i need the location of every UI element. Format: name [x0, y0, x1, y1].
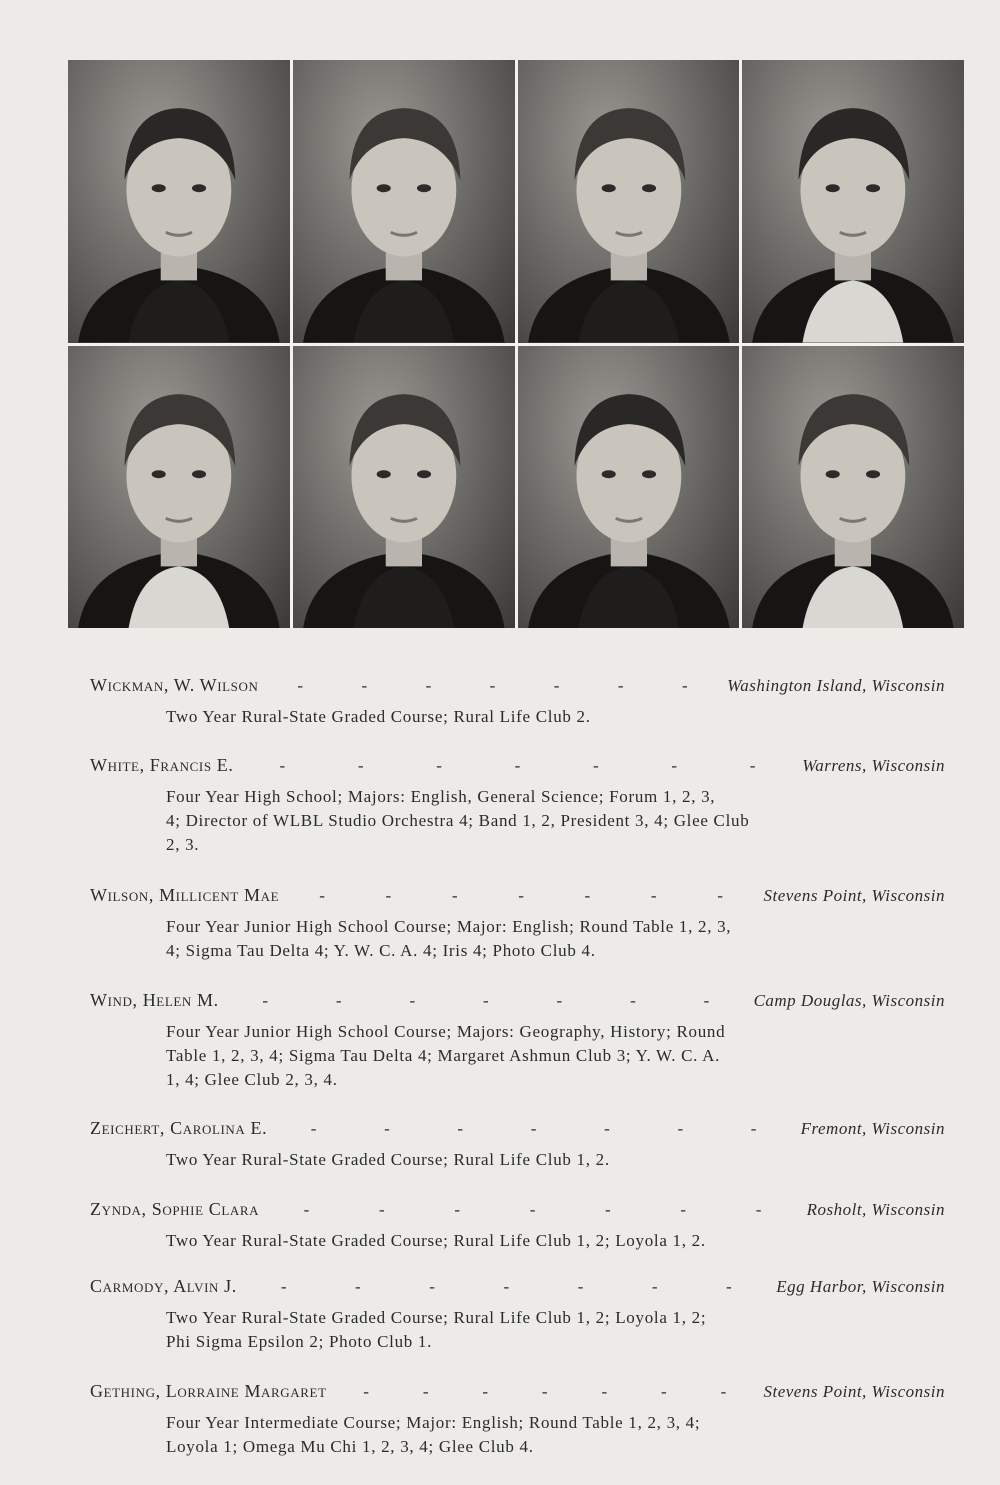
description-line: Two Year Rural-State Graded Course; Rural Life Club 1, 2; Loyola 1, 2. — [166, 1231, 706, 1250]
activities-description — [166, 915, 881, 963]
activities-description — [166, 1229, 881, 1253]
entry-heading — [90, 1276, 945, 1298]
portrait-figure — [518, 60, 740, 343]
student-name: Zeichert, Carolina E. — [90, 1118, 268, 1138]
student-name: Carmody, Alvin J. — [90, 1276, 237, 1296]
student-entry — [90, 1118, 945, 1172]
activities-description — [166, 705, 881, 729]
portrait-photo — [293, 60, 515, 343]
leader-dashes: - - - - - - - — [310, 1119, 758, 1138]
activities-description — [166, 785, 881, 857]
hometown: Rosholt, Wisconsin — [806, 1200, 945, 1219]
student-name: Wilson, Millicent Mae — [90, 885, 280, 905]
leader-dashes: - - - - - - - — [262, 991, 710, 1010]
student-name: Wickman, W. Wilson — [90, 675, 259, 695]
leader-dashes: - - - - - - - — [297, 676, 689, 695]
student-entry — [90, 1276, 945, 1354]
student-name: White, Francis E. — [90, 755, 234, 775]
description-line: Two Year Rural-State Graded Course; Rural Life Club 2. — [166, 707, 591, 726]
portrait-photo — [518, 60, 740, 343]
hometown: Egg Harbor, Wisconsin — [776, 1277, 945, 1296]
portrait-photo — [293, 346, 515, 629]
student-entry — [90, 755, 945, 857]
student-entry — [90, 990, 945, 1092]
leader-dashes: - - - - - - - — [319, 886, 724, 905]
portrait-figure — [68, 346, 290, 629]
hometown: Camp Douglas, Wisconsin — [753, 991, 945, 1010]
leader-dashes: - - - - - - - — [280, 1277, 733, 1296]
portrait-figure — [742, 60, 964, 343]
activities-description — [166, 1411, 881, 1459]
description-line: 4; Sigma Tau Delta 4; Y. W. C. A. 4; Iris 4; Photo Club 4. — [166, 941, 596, 960]
entry-heading — [90, 1381, 945, 1403]
student-name: Wind, Helen M. — [90, 990, 219, 1010]
description-line: Four Year High School; Majors: English, General Science; Forum 1, 2, 3, — [166, 787, 716, 806]
description-line: Table 1, 2, 3, 4; Sigma Tau Delta 4; Margaret Ashmun Club 3; Y. W. C. A. — [166, 1046, 721, 1065]
leader-dashes: - - - - - - - — [363, 1382, 727, 1401]
student-entry — [90, 1199, 945, 1253]
description-line: Four Year Intermediate Course; Major: English; Round Table 1, 2, 3, 4; — [166, 1413, 701, 1432]
hometown: Washington Island, Wisconsin — [727, 676, 945, 695]
portrait-grid — [68, 60, 964, 628]
portrait-photo — [518, 346, 740, 629]
entry-heading — [90, 990, 945, 1012]
description-line: Four Year Junior High School Course; Majors: Geography, History; Round — [166, 1022, 726, 1041]
portrait-figure — [293, 346, 515, 629]
hometown: Fremont, Wisconsin — [800, 1119, 945, 1138]
hometown: Stevens Point, Wisconsin — [763, 1382, 945, 1401]
student-entry — [90, 1381, 945, 1459]
leader-dashes: - - - - - - - — [279, 756, 757, 775]
description-line: Two Year Rural-State Graded Course; Rural Life Club 1, 2; Loyola 1, 2; — [166, 1308, 707, 1327]
student-entry — [90, 675, 945, 729]
entry-heading — [90, 675, 945, 697]
leader-dashes: - - - - - - - — [303, 1200, 762, 1219]
portrait-figure — [68, 60, 290, 343]
activities-description — [166, 1306, 881, 1354]
portrait-photo — [742, 346, 964, 629]
activities-description — [166, 1148, 881, 1172]
activities-description — [166, 1020, 881, 1092]
description-line: Phi Sigma Epsilon 2; Photo Club 1. — [166, 1332, 433, 1351]
student-name: Gething, Lorraine Margaret — [90, 1381, 327, 1401]
entry-heading — [90, 1199, 945, 1221]
entry-heading — [90, 755, 945, 777]
portrait-photo — [742, 60, 964, 343]
entry-heading — [90, 1118, 945, 1140]
entry-heading — [90, 885, 945, 907]
portrait-figure — [518, 346, 740, 629]
hometown: Stevens Point, Wisconsin — [763, 886, 945, 905]
portrait-figure — [742, 346, 964, 629]
description-line: Loyola 1; Omega Mu Chi 1, 2, 3, 4; Glee Club 4. — [166, 1437, 534, 1456]
description-line: Four Year Junior High School Course; Major: English; Round Table 1, 2, 3, — [166, 917, 732, 936]
portrait-photo — [68, 60, 290, 343]
portrait-figure — [293, 60, 515, 343]
portrait-photo — [68, 346, 290, 629]
student-name: Zynda, Sophie Clara — [90, 1199, 260, 1219]
student-entry — [90, 885, 945, 963]
description-line: Two Year Rural-State Graded Course; Rural Life Club 1, 2. — [166, 1150, 610, 1169]
description-line: 4; Director of WLBL Studio Orchestra 4; Band 1, 2, President 3, 4; Glee Club — [166, 811, 750, 830]
description-line: 1, 4; Glee Club 2, 3, 4. — [166, 1070, 338, 1089]
description-line: 2, 3. — [166, 835, 200, 854]
hometown: Warrens, Wisconsin — [802, 756, 945, 775]
